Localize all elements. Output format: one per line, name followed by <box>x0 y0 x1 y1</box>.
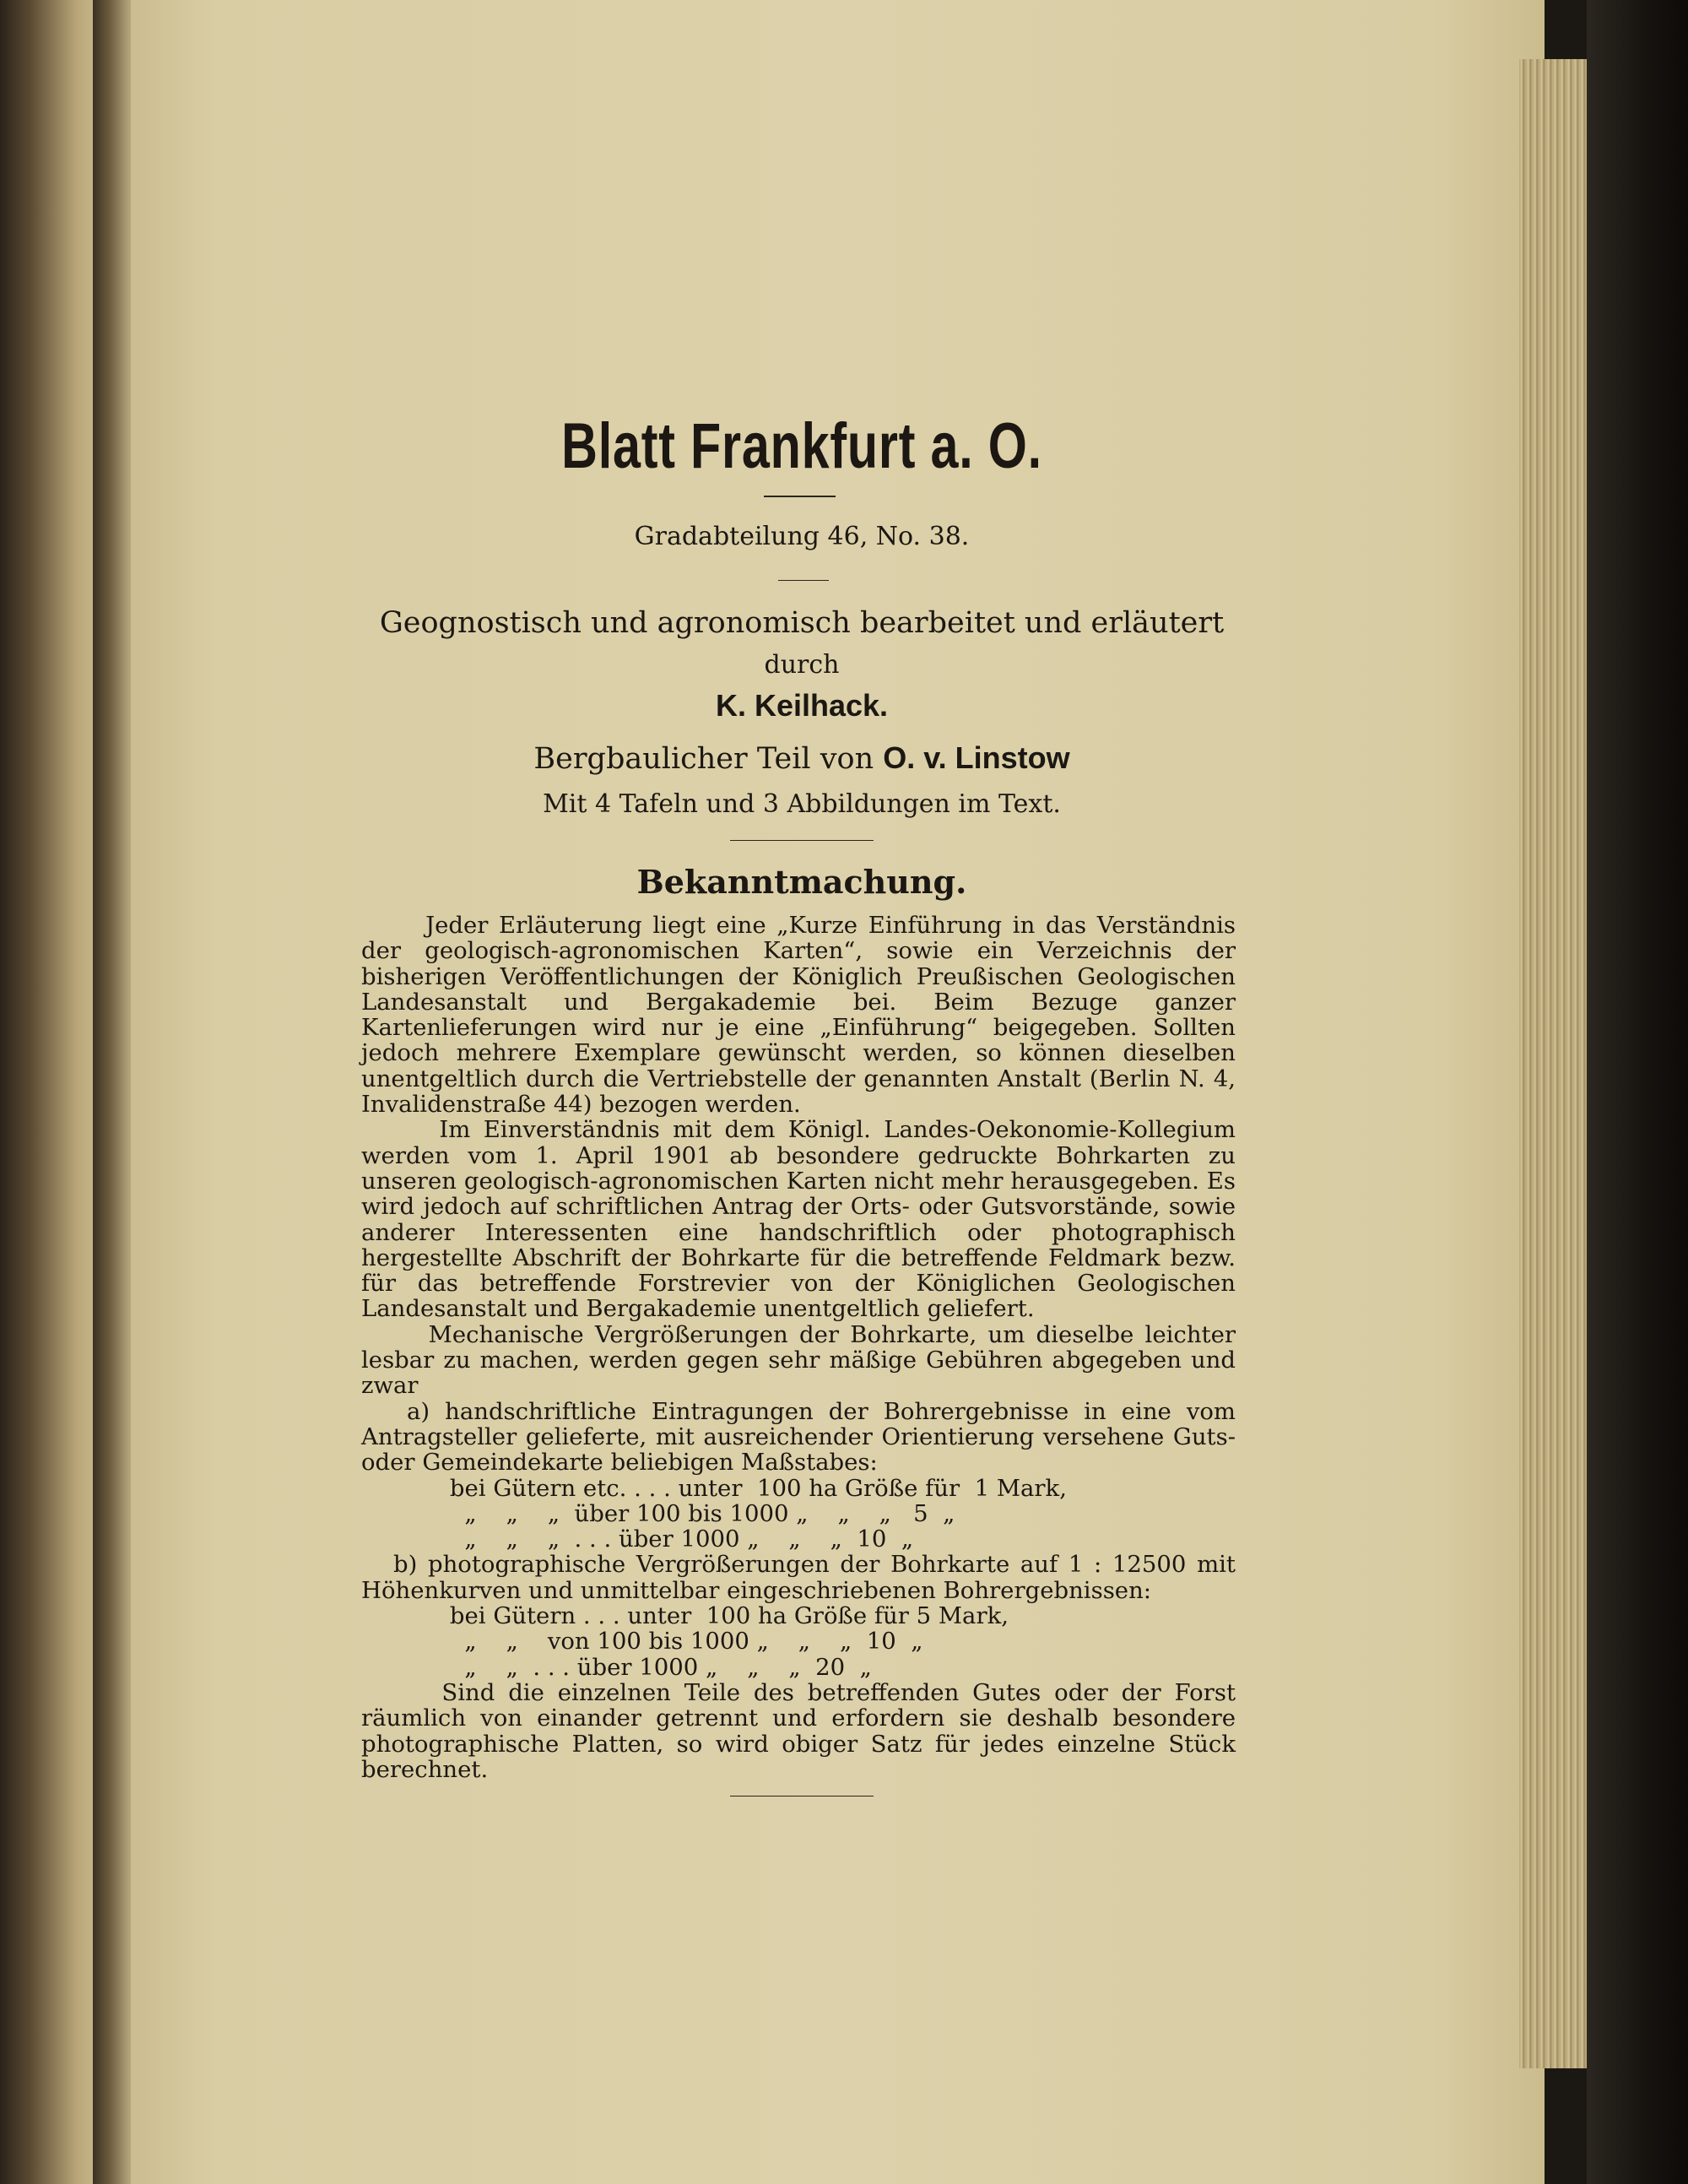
edited-by-line: Geognostisch und agronomisch bearbeitet und erläutert <box>379 606 1225 640</box>
notice-body: Jeder Erläuterung liegt eine „Kurze Einführung in das Verständnis der geologisch-agronomischen Karten“, sowie ein Verzeichnis der bisherigen Veröffentlichungen der Königlich Preußischen Geologischen Landesanstalt und Bergakademie bei. Beim Bezuge ganzer Kartenlieferungen wird nur je eine „Einführung“ beigegeben. Sollten jedoch mehrere Exemplare gewünscht werden, so können dieselben unentgeltlich durch die Vertriebstelle der genannten Anstalt (Berlin N. 4, Invalidenstraße 44) bezogen werden. Im Einverständnis mit dem Königl. Landes-Oekonomie-Kollegium werden vom 1. April 1901 ab besondere gedruckte Bohrkarten zu unseren geologisch-agronomischen Karten nicht mehr herausgegeben. Es wird jedoch auf schriftlichen Antrag der Orts- oder Gutsvorstände, sowie anderer Interessenten eine handschriftlich oder photographisch hergestellte Abschrift der Bohrkarte für die betreffende Feldmark bezw. für das betreffende Forstrevier von der Königlichen Geologischen Landesanstalt und Bergakademie unentgeltlich geliefert. Mechanische Vergrößerungen der Bohrkarte, um dieselbe leichter lesbar zu machen, werden gegen sehr mäßige Gebühren abgegeben und zwar a) handschriftliche Eintragungen der Bohrergebnisse in eine vom Antragsteller gelieferte, mit ausreichender Orientierung versehene Guts- oder Gemeindekarte beliebigen Maßstabes: bei Gütern etc. . . . unter 100 ha Größe für 1 Mark, „ „ „ über 100 bis 1000 „ „ „ 5 „ „ „ „ . . . über 1000 „ „ „ 10 „ b) photographische Vergrößerungen der Bohrkarte auf 1 : 12500 mit Höhenkurven und unmittelbar eingeschriebenen Bohrergebnissen: bei Gütern . . . unter 100 ha Größe für 5 Mark, „ „ von 100 bis 1000 „ „ „ 10 „ „ „ . . . über 1000 „ „ „ 20 „ Sind die einzelnen Teile des betreffenden Gutes oder der Forst räumlich von einander getrennt und erfordern sie deshalb besondere photographische Platten, so wird obiger Satz für jedes einzelne Stück berechnet. <box>361 912 1236 1783</box>
plates-line: Mit 4 Tafeln und 3 Abbildungen im Text. <box>543 789 1061 819</box>
grade-rule <box>778 580 829 581</box>
page-title: Blatt Frankfurt a. O. <box>561 410 1042 482</box>
end-rule <box>730 1796 874 1797</box>
mining-line <box>371 740 1232 776</box>
by-line: durch <box>764 650 840 680</box>
mining-author: O. v. Linstow <box>883 740 1070 775</box>
notice-heading: Bekanntmachung. <box>636 863 967 901</box>
author-name: K. Keilhack. <box>715 688 889 723</box>
title-rule <box>764 496 836 497</box>
grade-section: Gradabteilung 46, No. 38. <box>634 522 970 551</box>
mining-prefix: Bergbaulicher Teil von <box>533 742 874 776</box>
section-rule <box>730 840 874 841</box>
